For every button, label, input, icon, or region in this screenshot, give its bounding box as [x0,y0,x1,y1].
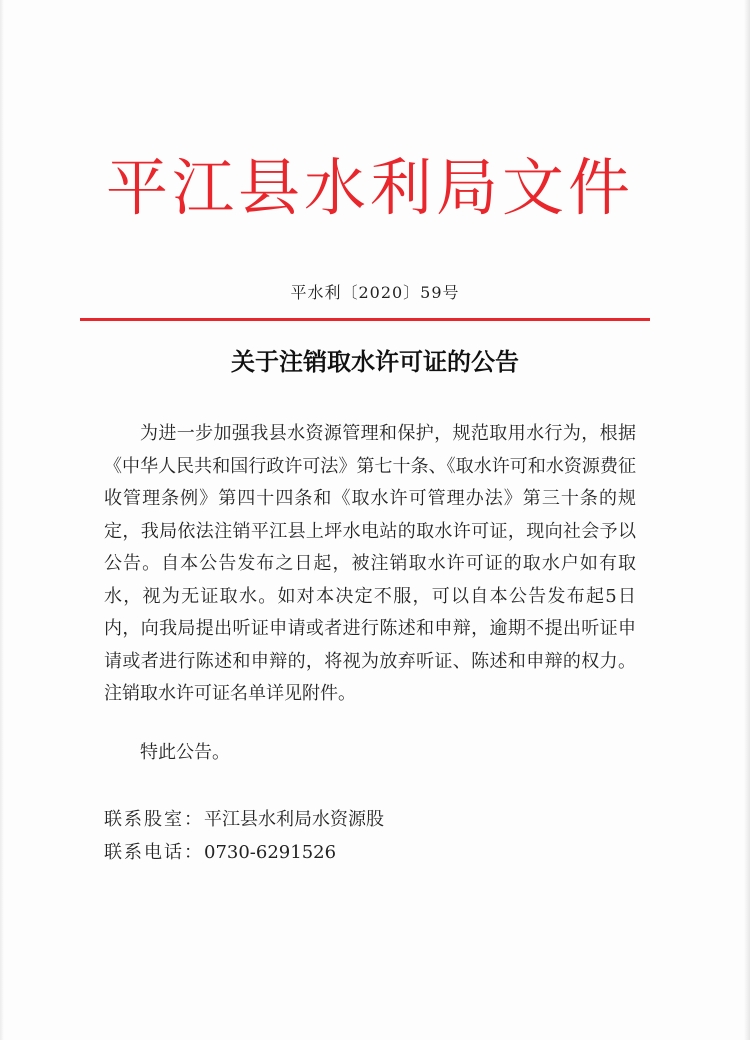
scan-shadow-right [744,0,750,1040]
contact-phone-value: 0730-6291526 [204,842,337,863]
document-number: 平水利〔2020〕59号 [290,283,460,302]
document-header-title: 平江县水利局文件 [105,151,634,224]
notice-body [104,418,636,711]
contact-phone [104,838,336,864]
contact-phone-label: 联系电话： [104,842,204,863]
contact-office-value: 平江县水利局水资源股 [204,809,384,830]
red-divider-line [80,318,650,321]
notice-closing: 特此公告。 [140,742,230,763]
contact-office [104,805,384,831]
contact-office-label: 联系股室： [104,809,204,830]
notice-body-paragraph: 为进一步加强我县水资源管理和保护，规范取用水行为，根据《中华人民共和国行政许可法》第七十条、《取水许可和水资源费征收管理条例》第四十四条和《取水许可管理办法》第三十条的规定，我局依法注销平江县上坪水电站的取水许可证，现向社会予以公告。自本公告发布之日起，被注销取水许可证的取水户如有取水，视为无证取水。如对本决定不服，可以自本公告发布起5日内，向我局提出听证申请或者进行陈述和申辩，逾期不提出听证申请或者进行陈述和申辩的，将视为放弃听证、陈述和申辩的权力。注销取水许可证名单详见附件。 [104,423,636,704]
scan-shadow-left [0,0,4,1040]
notice-title: 关于注销取水许可证的公告 [231,348,519,376]
